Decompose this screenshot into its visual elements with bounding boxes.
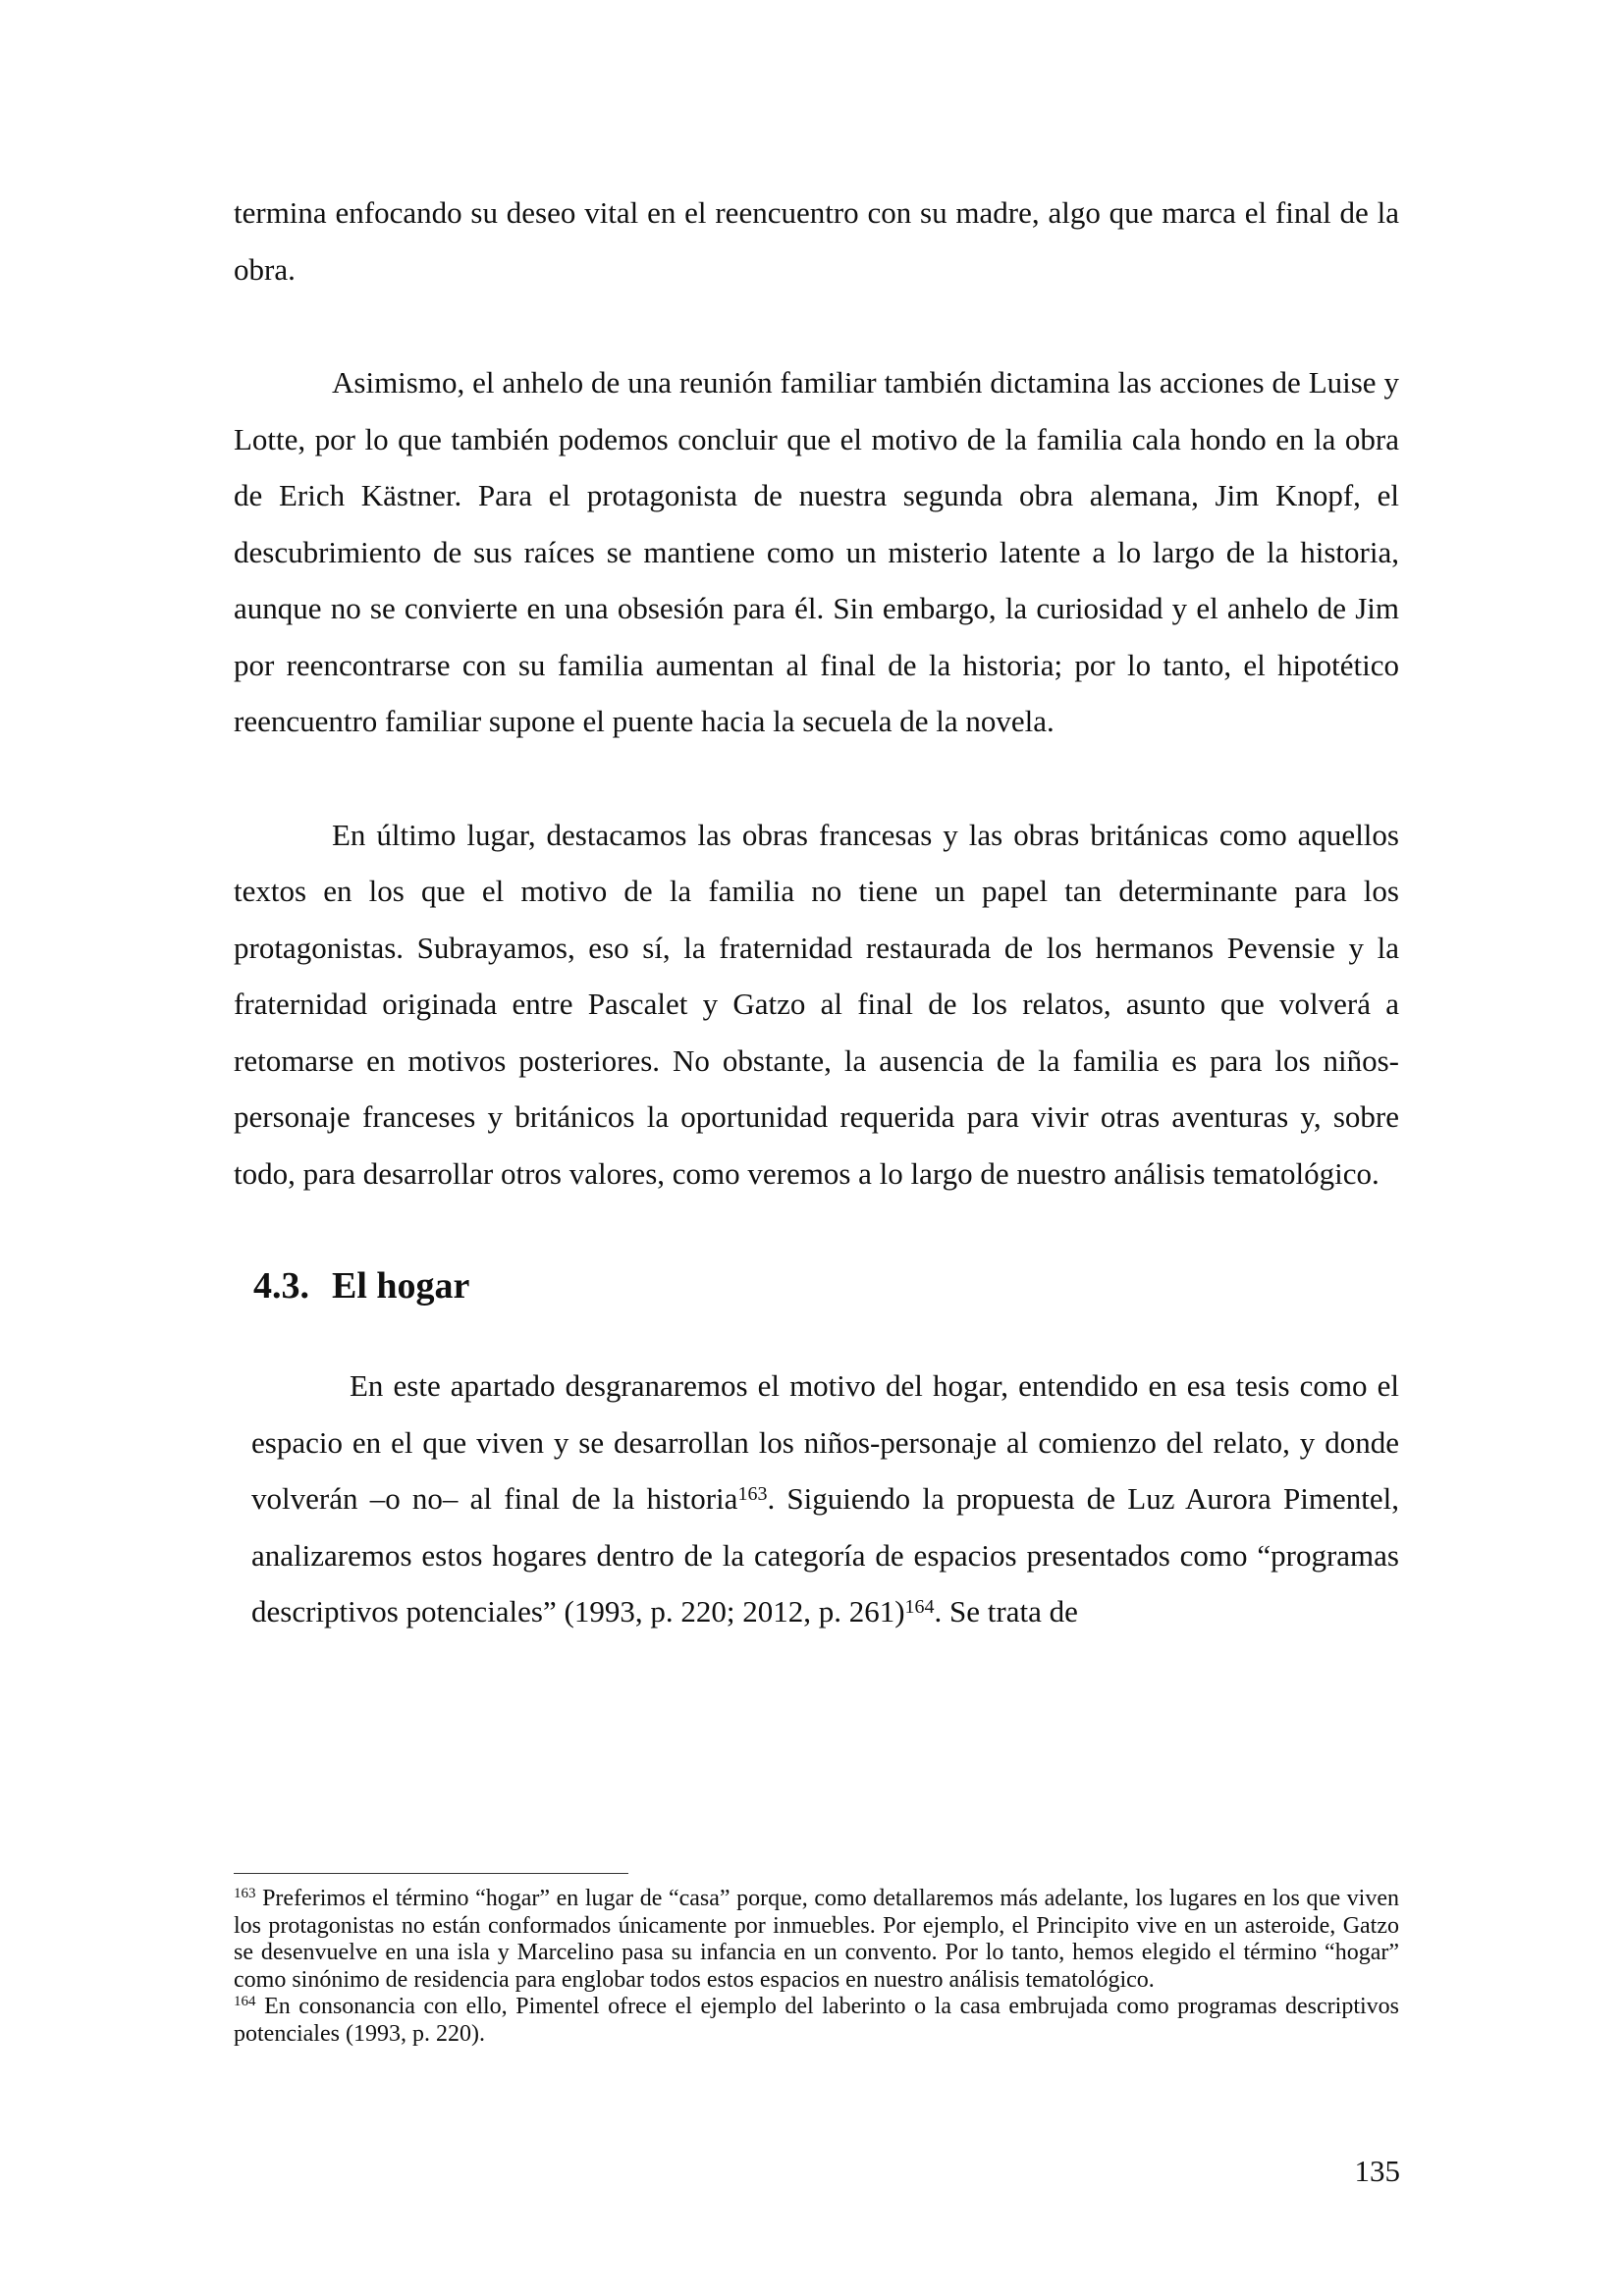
paragraph-4-text-2: . Siguiendo la propuesta de Luz Aurora Pimentel, analizaremos estos hogares dentro de la categoría de espacios presentados como “programas descriptivos potenciales” (1993, p. 220; 2012, p. 261)	[251, 1481, 1399, 1629]
section-number: 4.3.	[253, 1265, 309, 1307]
section-title: El hogar	[332, 1265, 470, 1307]
section-body	[234, 1358, 1399, 1640]
footnote-163	[234, 1886, 1399, 1994]
section-heading	[234, 1256, 1399, 1315]
paragraph-1: termina enfocando su deseo vital en el reencuentro con su madre, algo que marca el final de la obra.	[234, 195, 1399, 287]
footnote-164	[234, 1994, 1399, 2048]
footnote-separator	[234, 1873, 628, 1874]
section-gap	[234, 1201, 1399, 1256]
paragraph-4	[251, 1358, 1399, 1640]
footnote-ref-164[interactable]: 164	[904, 1595, 935, 1618]
paragraph-2: Asimismo, el anhelo de una reunión familiar también dictamina las acciones de Luise y Lotte, por lo que también podemos concluir que el motivo de la familia cala hondo en la obra de Erich Kästner. Para el protagonista de nuestra segunda obra alemana, Jim Knopf, el descubrimiento de sus raíces se mantiene como un misterio latente a lo largo de la historia, aunque no se convierte en una obsesión para él. Sin embargo, la curiosidad y el anhelo de Jim por reencontrarse con su familia aumentan al final de la historia; por lo tanto, el hipotético reencuentro familiar supone el puente hacia la secuela de la novela.	[234, 365, 1399, 738]
footnote-text: Preferimos el término “hogar” en lugar de “casa” porque, como detallaremos más adelante, los lugares en los que viven los protagonistas no están conformados únicamente por inmuebles. Por ejemplo, el Principito vive en un asteroide, Gatzo se desenvuelve en una isla y Marcelino pasa su infancia en un convento. Por lo tanto, hemos elegido el término “hogar” como sinónimo de residencia para englobar todos estos espacios en nuestro análisis tematológico.	[234, 1886, 1399, 1993]
paragraph-gap	[234, 750, 1399, 807]
paragraph-4-text-3: . Se trata de	[934, 1594, 1078, 1629]
paragraph-gap	[234, 297, 1399, 354]
page-number: 135	[1354, 2154, 1400, 2188]
page-body	[234, 185, 1399, 1640]
paragraph-3: En último lugar, destacamos las obras francesas y las obras británicas como aquellos textos en los que el motivo de la familia no tiene un papel tan determinante para los protagonistas. Subrayamos, eso sí, la fraternidad restaurada de los hermanos Pevensie y la fraternidad originada entre Pascalet y Gatzo al final de los relatos, asunto que volverá a retomarse en motivos posteriores. No obstante, la ausencia de la familia es para los niños-personaje franceses y británicos la oportunidad requerida para vivir otras aventuras y, sobre todo, para desarrollar otros valores, como veremos a lo largo de nuestro análisis tematológico.	[234, 817, 1399, 1191]
footnote-text: En consonancia con ello, Pimentel ofrece el ejemplo del laberinto o la casa embrujada como programas descriptivos potenciales (1993, p. 220).	[234, 1994, 1399, 2047]
footnotes	[234, 1886, 1399, 2048]
heading-gap	[234, 1315, 1399, 1358]
footnote-ref-163[interactable]: 163	[737, 1482, 768, 1505]
footnote-number: 164	[234, 1994, 256, 2009]
footnote-number: 163	[234, 1886, 256, 1901]
paragraph-4-text-1: En este apartado desgranaremos el motivo del hogar, entendido en esa tesis como el espacio en el que viven y se desarrollan los niños-personaje al comienzo del relato, y donde volverán –o no– al final de la historia	[251, 1368, 1399, 1516]
